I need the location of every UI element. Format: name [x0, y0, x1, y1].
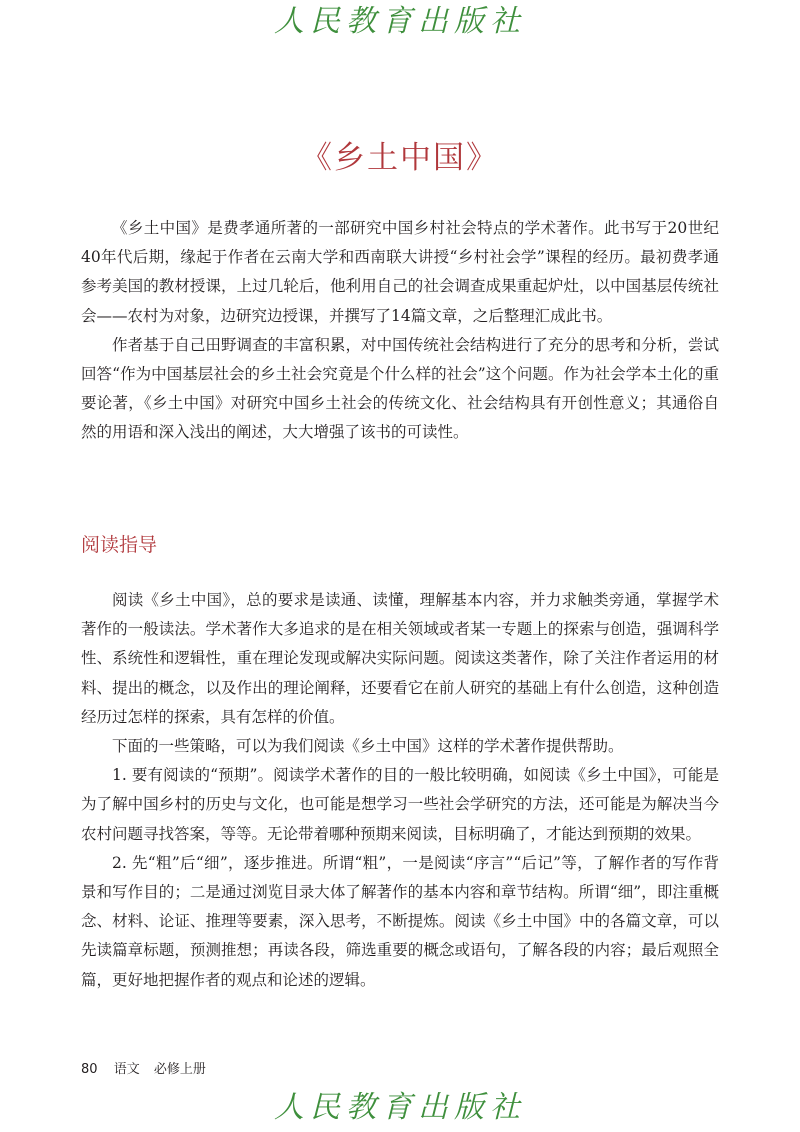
reading-guide-section: [81, 586, 719, 995]
guide-paragraph-4: 2. 先“粗”后“细”，逐步推进。所谓“粗”，一是阅读“序言”“后记”等，了解作者的写作背景和写作目的；二是通过浏览目录大体了解著作的基本内容和章节结构。所谓“细”，即注重概念、材料、论证、推理等要素，深入思考，不断提炼。阅读《乡土中国》中的各篇文章，可以先读篇章标题，预测推想；再读各段，筛选重要的概念或语句，了解各段的内容；最后观照全篇，更好地把握作者的观点和论述的逻辑。: [81, 853, 719, 989]
intro-section: [81, 214, 719, 448]
publisher-logo-top: 人民教育出版社: [274, 4, 526, 39]
page-footer: [81, 1060, 206, 1080]
intro-paragraph-1: 《乡土中国》是费孝通所著的一部研究中国乡村社会特点的学术著作。此书写于20世纪40年代后期，缘起于作者在云南大学和西南联大讲授“乡村社会学”课程的经历。最初费孝通参考美国的教材授课，上过几轮后，他利用自己的社会调查成果重起炉灶，以中国基层传统社会——农村为对象，边研究边授课，并撰写了14篇文章，之后整理汇成此书。: [81, 219, 719, 325]
intro-paragraph-2: 作者基于自己田野调查的丰富积累，对中国传统社会结构进行了充分的思考和分析，尝试回答“作为中国基层社会的乡土社会究竟是个什么样的社会”这个问题。作为社会学本土化的重要论著，《乡土中国》对研究中国乡土社会的传统文化、社会结构具有开创性意义；其通俗自然的用语和深入浅出的阐述，大大增强了该书的可读性。: [81, 335, 719, 442]
guide-paragraph-2: 下面的一些策略，可以为我们阅读《乡土中国》这样的学术著作提供帮助。: [112, 737, 624, 756]
guide-paragraph-1: 阅读《乡土中国》，总的要求是读通、读懂，理解基本内容，并力求触类旁通，掌握学术著作的一般读法。学术著作大多追求的是在相关领域或者某一专题上的探索与创造，强调科学性、系统性和逻辑性，重在理论发现或解决实际问题。阅读这类著作，除了关注作者运用的材料、提出的概念，以及作出的理论阐释，还要看它在前人研究的基础上有什么创造，这种创造经历过怎样的探索，具有怎样的价值。: [81, 591, 719, 726]
publisher-logo-bottom: 人民教育出版社: [274, 1090, 526, 1125]
book-volume: 必修上册: [153, 1062, 206, 1077]
section-heading-reading-guide: 阅读指导: [81, 534, 158, 556]
page-title: 《乡土中国》: [301, 140, 499, 176]
page-number: 80: [81, 1062, 98, 1077]
book-name: 语文: [113, 1062, 140, 1077]
guide-paragraph-3: 1. 要有阅读的“预期”。阅读学术著作的目的一般比较明确，如阅读《乡土中国》，可能是为了解中国乡村的历史与文化，也可能是想学习一些社会学研究的方法，还可能是为解决当今农村问题寻找答案，等等。无论带着哪种预期来阅读，目标明确了，才能达到预期的效果。: [81, 766, 719, 843]
